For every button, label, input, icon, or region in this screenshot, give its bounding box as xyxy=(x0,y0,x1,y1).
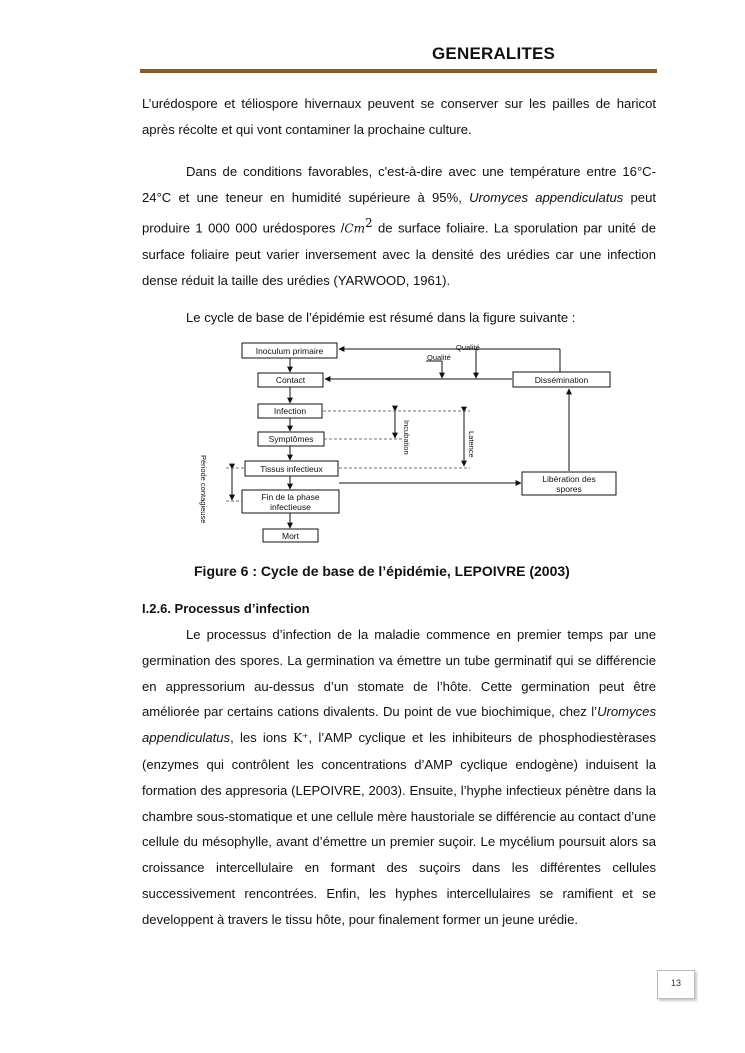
ion-k: K⁺ xyxy=(293,731,309,746)
paragraph-3: Le cycle de base de l’épidémie est résumé dans la figure suivante : xyxy=(186,310,576,325)
label-qualite-top: Qualité xyxy=(456,343,480,352)
label-periode-contagieuse: Période contagieuse xyxy=(199,455,208,524)
section-species-name: Uromyces appendiculatus xyxy=(142,704,656,746)
label-mort: Mort xyxy=(282,531,299,541)
paragraph-1: L’urédospore et téliospore hivernaux peuvent se conserver sur les pailles de haricot après récolte et qui vont contaminer la prochaine culture. xyxy=(142,96,656,137)
label-qualite-mid: Qualité xyxy=(427,353,451,362)
page-number-box xyxy=(657,970,695,999)
section-text-b: , les ions xyxy=(230,730,294,746)
epidemic-cycle-diagram xyxy=(190,338,630,548)
paragraph-2-text-b: peut produire 1 000 000 urédospores / xyxy=(142,189,657,235)
paragraph-2-text-a: Dans de conditions favorables, c'est-à-dire avec une température entre 16°C-24°C et une teneur en humidité supérieure à 95%, xyxy=(142,164,656,205)
label-liberation-line2: spores xyxy=(556,484,582,494)
section-text-c: , l’AMP cyclique et les inhibiteurs de phosphodiestèrases (enzymes qui contrôlent les concentrations d’AMP cyclique endogène) induisent la formation des appresoria (LEPOIVRE, 2003). Ensuite, l’hyphe infectieux pénètre dans la chambre sous-stomatique et une cellule mère haustoriale se différencie au contact d’une cellule du mésophylle, avant d’émettre un premier suçoir. Le mycélium poursuit alors sa croissance intercellulaire en formant des suçoirs dans les différentes cellules successivement rencontrées. Enfin, les hyphes intercellulaires se ramifient et se developpent à travers le tissu hôte, pour finalement former un jeune urédie. xyxy=(142,730,657,927)
label-incubation: Incubation xyxy=(402,420,411,455)
section-text-a: Le processus d’infection de la maladie commence en premier temps par une germination des spores. La germination va émettre un tube germinatif qui se différencie en appressorium au-dessus d’un stomate de l’hôte. Cette germination peut être améliorée par certains cations divalents. Du point de vue biochimique, chez l’ xyxy=(142,627,656,720)
label-fin-line2: infectieuse xyxy=(270,502,311,512)
section-paragraph xyxy=(142,622,656,933)
label-liberation-line1: Libération des xyxy=(542,474,596,484)
paragraph-2 xyxy=(142,159,656,293)
section-title: I.2.6. Processus d’infection xyxy=(142,601,310,616)
paragraph-2-text-c: de surface foliaire. La sporulation par unité de surface foliaire peut varier inversement avec la densité des urédies car une infection dense réduit la taille des urédies (YARWOOD, 1961). xyxy=(142,219,656,288)
page-header-title: GENERALITES xyxy=(432,44,556,63)
label-contact: Contact xyxy=(275,375,306,385)
label-latence: Latence xyxy=(467,431,476,458)
species-name: Uromyces appendiculatus xyxy=(469,189,624,205)
label-inoculum: Inoculum primaire xyxy=(255,346,324,356)
page-number: 13 xyxy=(670,978,681,988)
label-fin-line1: Fin de la phase xyxy=(261,492,320,502)
label-dissemination: Dissémination xyxy=(534,375,589,385)
header-rule xyxy=(140,69,657,73)
unit-cm: Cm xyxy=(344,220,365,235)
label-tissus: Tissus infectieux xyxy=(260,464,323,474)
figure-caption: Figure 6 : Cycle de base de l’épidémie, LEPOIVRE (2003) xyxy=(194,563,570,579)
unit-exponent: 2 xyxy=(364,215,373,230)
label-infection: Infection xyxy=(273,406,307,416)
label-symptomes: Symptômes xyxy=(268,434,314,444)
